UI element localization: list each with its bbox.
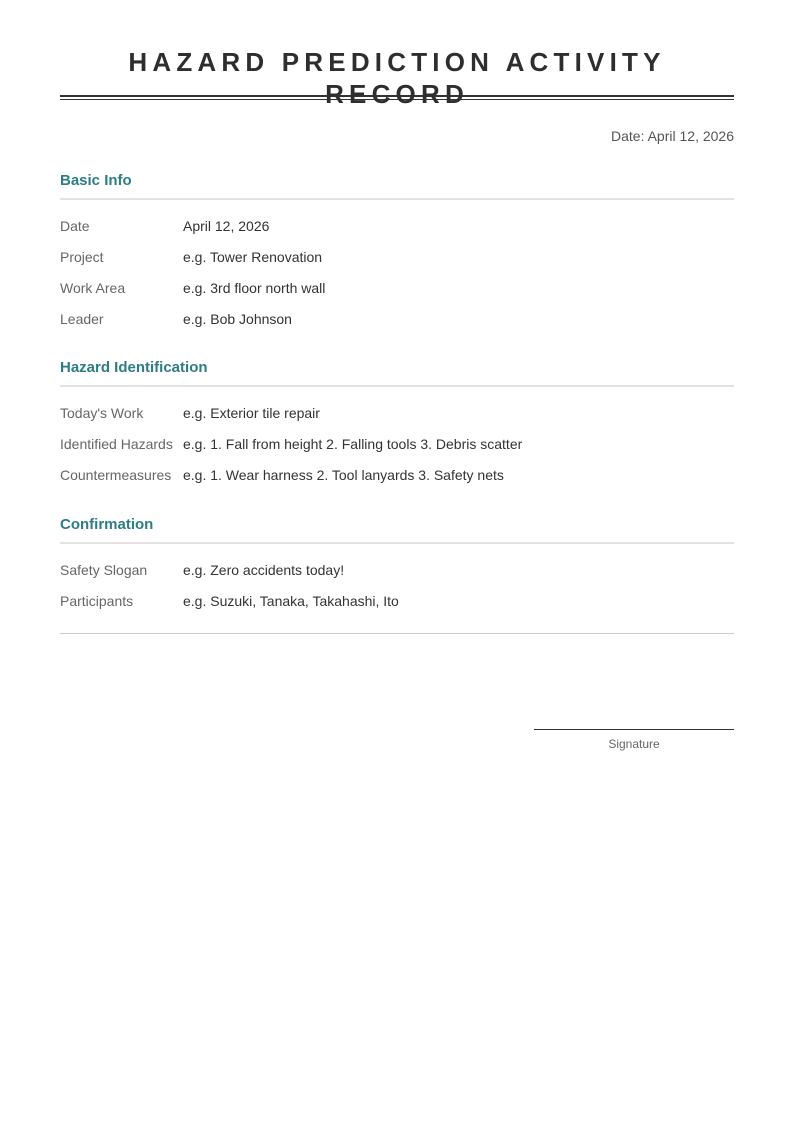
signature-line[interactable] (534, 729, 734, 730)
field-row-work-area (60, 272, 734, 303)
field-row-participants (60, 585, 734, 616)
field-value-safety-slogan: e.g. Zero accidents today! (183, 561, 345, 578)
field-label: Countermeasures (60, 466, 172, 483)
section-hazard-identification (60, 358, 734, 490)
field-label: Participants (60, 592, 134, 609)
field-label: Project (60, 248, 104, 265)
signature-label: Signature (608, 737, 660, 751)
field-value-countermeasures: e.g. 1. Wear harness 2. Tool lanyards 3. Safety nets (183, 466, 504, 483)
field-row-safety-slogan (60, 554, 734, 585)
section-heading-basic-info: Basic Info (60, 171, 734, 200)
field-value-project: e.g. Tower Renovation (183, 248, 323, 265)
field-row-date (60, 210, 734, 241)
field-row-leader (60, 303, 734, 334)
field-row-todays-work (60, 397, 734, 428)
field-label: Identified Hazards (60, 435, 173, 452)
field-value-date: April 12, 2026 (183, 217, 270, 234)
section-heading-hazard-identification: Hazard Identification (60, 358, 734, 387)
field-row-countermeasures (60, 459, 734, 490)
field-value-work-area: e.g. 3rd floor north wall (183, 279, 326, 296)
field-value-participants: e.g. Suzuki, Tanaka, Takahashi, Ito (183, 592, 399, 609)
field-value-leader: e.g. Bob Johnson (183, 310, 292, 327)
header-date: Date: April 12, 2026 (611, 128, 734, 144)
field-row-project (60, 241, 734, 272)
field-label: Work Area (60, 279, 126, 296)
section-basic-info (60, 171, 734, 334)
field-label: Date (60, 217, 90, 234)
section-confirmation (60, 515, 734, 616)
signature-block (534, 729, 734, 751)
field-row-identified-hazards (60, 428, 734, 459)
section-heading-confirmation: Confirmation (60, 515, 734, 544)
field-value-todays-work: e.g. Exterior tile repair (183, 404, 320, 421)
field-value-identified-hazards: e.g. 1. Fall from height 2. Falling tools 3. Debris scatter (183, 435, 523, 452)
document-title: HAZARD PREDICTION ACTIVITY RECORD (128, 47, 666, 109)
field-label: Leader (60, 310, 104, 327)
field-label: Today's Work (60, 404, 144, 421)
document-page (60, 0, 734, 616)
field-label: Safety Slogan (60, 561, 148, 578)
footer-divider (60, 633, 734, 634)
